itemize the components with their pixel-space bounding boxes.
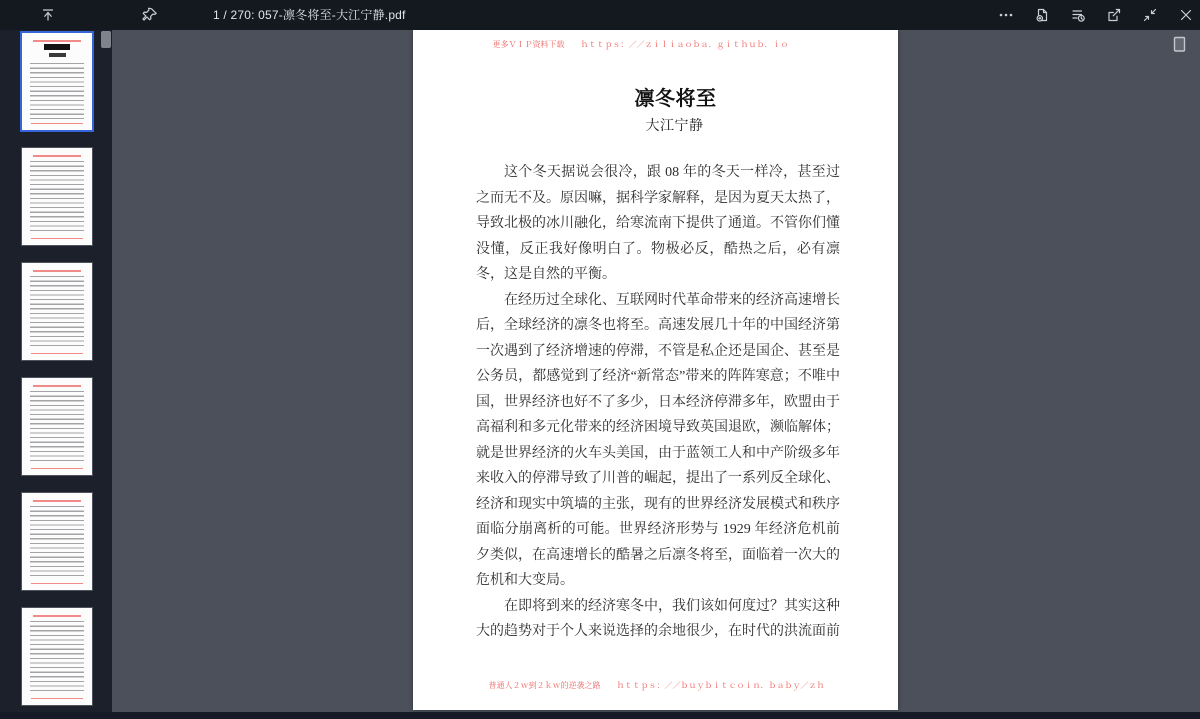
page-thumbnail-2[interactable] xyxy=(22,148,92,245)
bottom-edge-bar xyxy=(0,712,1200,719)
thumb-text-lines xyxy=(30,63,84,119)
page-indicator: 1 / 270: 057-凛冬将至-大江宁静.pdf xyxy=(213,8,406,22)
sidebar-scrollbar-thumb[interactable] xyxy=(101,31,111,48)
more-options-icon[interactable] xyxy=(994,3,1018,27)
page-footer-note: 普通人２ｗ到２ｋｗ的逆袭之路 ｈｔｔｐｓ：／／ｂｕｙｂｉｔｃｏｉｎ．ｂａｂｙ／ｚｈ xyxy=(488,681,825,690)
page-panel-toggle-icon[interactable] xyxy=(1171,34,1189,54)
page-thumbnail-4[interactable] xyxy=(22,378,92,475)
page-thumbnail-1[interactable] xyxy=(22,33,92,130)
thumbnail-panel xyxy=(0,30,112,712)
document-body xyxy=(476,160,840,645)
document-author: 大江宁静 xyxy=(645,119,704,134)
thumb-header-rule xyxy=(33,40,81,42)
page-thumbnail-6[interactable] xyxy=(22,608,92,705)
paragraph: 在即将到来的经济寒冬中，我们该如何度过？其实这种大的趋势对于个人来说选择的余地很少，在时代的洪流面前 xyxy=(476,598,840,639)
document-page xyxy=(413,30,898,710)
pin-icon[interactable] xyxy=(138,3,162,27)
document-title: 凛冬将至 xyxy=(634,88,717,110)
thumb-footer-rule xyxy=(31,123,83,125)
thumb-title-block xyxy=(22,44,92,57)
exit-fullscreen-icon[interactable] xyxy=(1138,3,1162,27)
page-thumbnail-3[interactable] xyxy=(22,263,92,360)
contents-history-icon[interactable] xyxy=(1066,3,1090,27)
viewer-canvas[interactable] xyxy=(112,30,1200,712)
share-icon[interactable] xyxy=(1102,3,1126,27)
save-as-icon[interactable] xyxy=(1030,3,1054,27)
page-header-note: 更多ＶＩＰ资料下载 ｈｔｔｐｓ：／／ｚｉｌｉａｏｂａ．ｇｉｔｈｕｂ．ｉｏ xyxy=(492,40,789,49)
titlebar-actions xyxy=(994,3,1198,27)
titlebar xyxy=(0,0,1200,30)
close-icon[interactable] xyxy=(1174,3,1198,27)
paragraph: 这个冬天据说会很冷，跟 08 年的冬天一样冷，甚至过之而无不及。原因嘛，据科学家解释，是因为夏天太热了，导致北极的冰川融化，给寒流南下提供了通道。不管你们懂没懂，反正我好像明白了。物极必反，酷热之后，必有凛冬，这是自然的平衡。 xyxy=(476,165,840,282)
page-thumbnail-5[interactable] xyxy=(22,493,92,590)
back-to-top-icon[interactable] xyxy=(36,3,60,27)
paragraph: 在经历过全球化、互联网时代革命带来的经济高速增长后，全球经济的凛冬也将至。高速发展几十年的中国经济第一次遇到了经济增速的停滞，不管是私企还是国企、甚至是公务员，都感觉到了经济“新常态”带来的阵阵寒意；不唯中国，世界经济也好不了多少，日本经济停滞多年，欧盟由于高福利和多元化带来的经济困境导致英国退欧，濒临解体；就是世界经济的火车头美国，由于蓝领工人和中产阶级多年来收入的停滞导致了川普的崛起，提出了一系列反全球化、经济和现实中筑墙的主张，现有的世界经济发展模式和秩序面临分崩离析的可能。世界经济形势与 1929 年经济危机前夕类似，在高速增长的酷暑之后凛冬将至，面临着一次大的危机和大变局。 xyxy=(476,292,840,588)
